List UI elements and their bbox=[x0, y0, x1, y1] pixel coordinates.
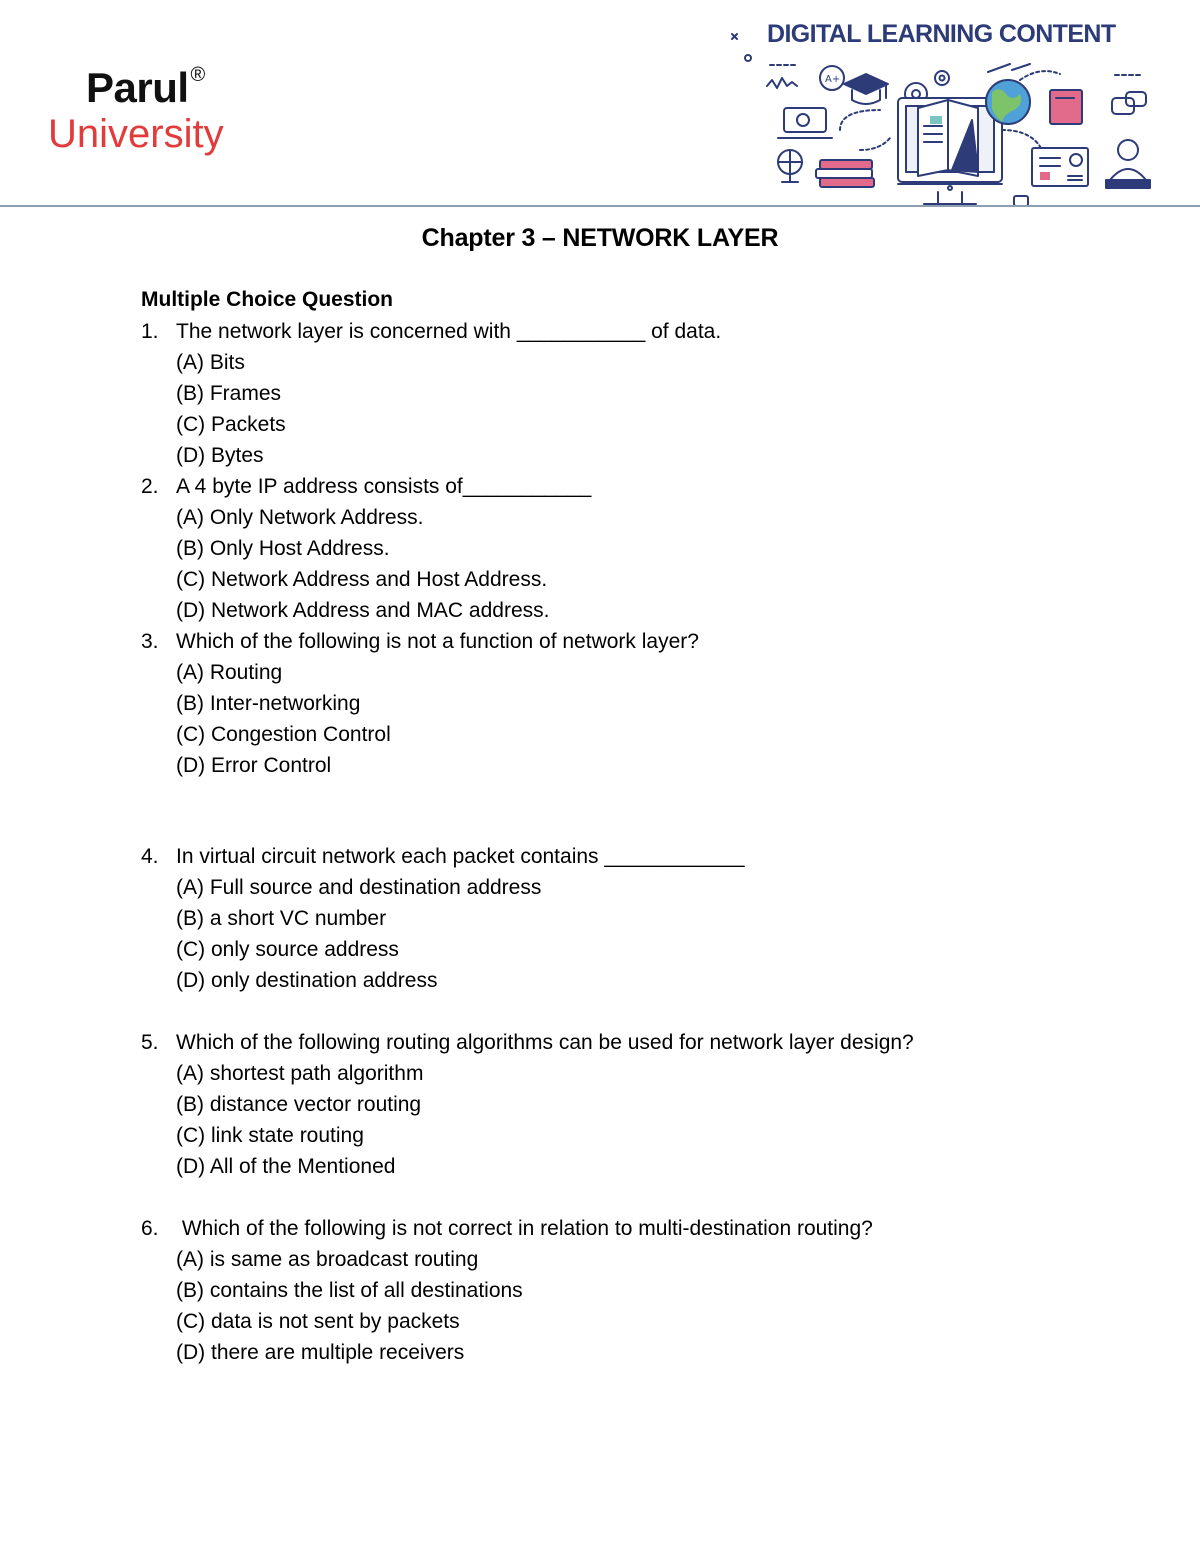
question-2 bbox=[141, 475, 591, 499]
option: (C) Network Address and Host Address. bbox=[176, 568, 548, 591]
question-4 bbox=[141, 845, 745, 869]
graduation-cap-icon bbox=[844, 74, 888, 104]
question-number: 5. bbox=[141, 1031, 159, 1054]
digital-learning-illustration bbox=[720, 20, 1160, 206]
option: (D) Error Control bbox=[176, 754, 332, 777]
question-1 bbox=[141, 320, 721, 344]
chapter-title: Chapter 3 – NETWORK LAYER bbox=[421, 224, 779, 252]
open-book-icon bbox=[918, 100, 978, 176]
option: (C) link state routing bbox=[176, 1124, 364, 1147]
question-text: In virtual circuit network each packet contains ____________ bbox=[176, 845, 745, 868]
question-text: A 4 byte IP address consists of___________ bbox=[176, 475, 592, 498]
stacked-books-icon bbox=[816, 160, 874, 187]
option: (D) only destination address bbox=[176, 969, 438, 992]
registered-mark: ® bbox=[190, 64, 205, 86]
question-text: Which of the following routing algorithms can be used for network layer design? bbox=[176, 1031, 914, 1054]
question-number: 6. bbox=[141, 1217, 159, 1240]
parul-university-logo bbox=[48, 58, 224, 155]
option: (D) All of the Mentioned bbox=[176, 1155, 396, 1178]
wave-icon bbox=[767, 78, 797, 88]
logo-subtitle: University bbox=[48, 112, 224, 156]
option: (D) Bytes bbox=[176, 444, 264, 467]
banner-title: DIGITAL LEARNING CONTENT bbox=[767, 20, 1116, 48]
option: (D) there are multiple receivers bbox=[176, 1341, 465, 1364]
option: (B) Only Host Address. bbox=[176, 537, 390, 560]
option: (B) Inter-networking bbox=[176, 692, 361, 715]
option: (A) Routing bbox=[176, 661, 283, 684]
option: (C) Congestion Control bbox=[176, 723, 391, 746]
question-text: Which of the following is not correct in relation to multi-destination routing? bbox=[176, 1217, 873, 1240]
globe-icon bbox=[986, 80, 1030, 124]
option: (A) is same as broadcast routing bbox=[176, 1248, 479, 1271]
question-text: Which of the following is not a function of network layer? bbox=[176, 630, 699, 653]
option: (B) distance vector routing bbox=[176, 1093, 422, 1116]
logo-brand: Parul ® bbox=[86, 64, 205, 111]
option: (C) data is not sent by packets bbox=[176, 1310, 460, 1333]
option: (B) contains the list of all destinations bbox=[176, 1279, 523, 1302]
question-6 bbox=[141, 1217, 873, 1241]
question-number: 3. bbox=[141, 630, 159, 653]
sparkle-icon bbox=[732, 34, 751, 61]
pencil-icon bbox=[988, 64, 1030, 72]
option: (A) Full source and destination address bbox=[176, 876, 542, 899]
video-player-icon bbox=[778, 108, 832, 138]
svg-text:A+: A+ bbox=[825, 74, 841, 85]
option: (B) Frames bbox=[176, 382, 281, 405]
notebook-icon bbox=[1050, 90, 1082, 124]
section-heading: Multiple Choice Question bbox=[141, 288, 394, 311]
header-divider bbox=[0, 205, 1200, 207]
option: (A) Bits bbox=[176, 351, 245, 374]
option: (D) Network Address and MAC address. bbox=[176, 599, 550, 622]
question-number: 1. bbox=[141, 320, 159, 343]
teacher-avatar-icon bbox=[1106, 140, 1150, 188]
option: (C) only source address bbox=[176, 938, 399, 961]
question-text: The network layer is concerned with ___________ of data. bbox=[176, 320, 722, 343]
chat-bubbles-icon bbox=[1112, 92, 1146, 114]
option: (A) Only Network Address. bbox=[176, 506, 424, 529]
option: (A) shortest path algorithm bbox=[176, 1062, 424, 1085]
option: (B) a short VC number bbox=[176, 907, 387, 930]
option: (C) Packets bbox=[176, 413, 286, 436]
grade-badge-icon bbox=[820, 66, 844, 90]
question-number: 4. bbox=[141, 845, 159, 868]
question-3 bbox=[141, 630, 699, 654]
question-5 bbox=[141, 1031, 914, 1055]
certificate-icon bbox=[1032, 148, 1088, 186]
globe-small-icon bbox=[778, 150, 802, 182]
question-number: 2. bbox=[141, 475, 159, 498]
